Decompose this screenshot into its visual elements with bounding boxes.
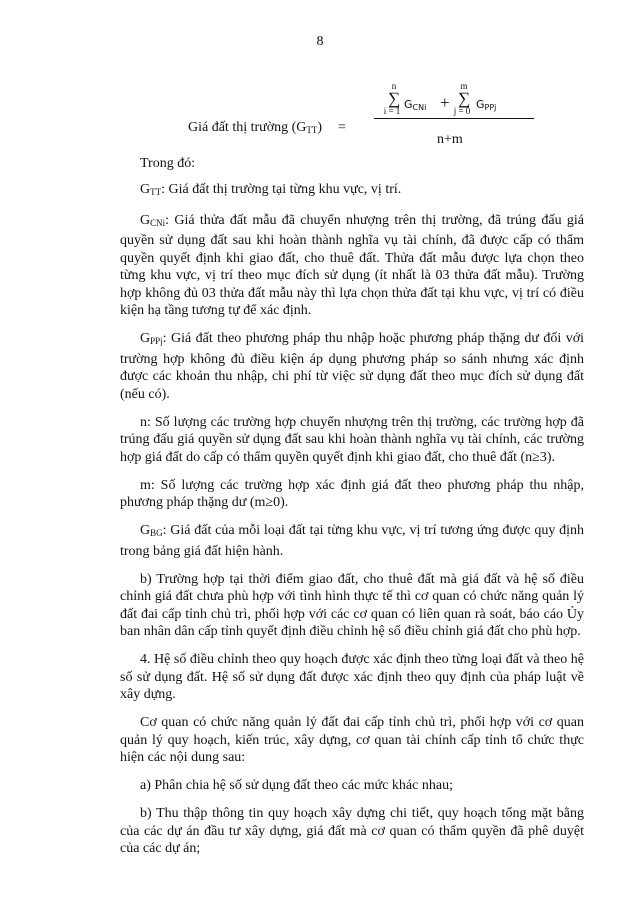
paragraph-n: n: Số lượng các trường hợp chuyển nhượng trên thị trường, các trường hợp đã trúng đấu giá quyền sử dụng đất sau khi hoàn thành nghĩa vụ tài chính, các trường hợp giá đất do cấp có thẩm quyền quyết định khi giao đất, cho thuê đất (n≥3). bbox=[120, 414, 584, 465]
document-body bbox=[120, 155, 584, 868]
formula-equals: = bbox=[338, 120, 346, 135]
paragraph-trong-do: Trong đó: bbox=[140, 156, 196, 171]
page-number: 8 bbox=[316, 34, 324, 49]
term-gppj: $G_{PPj}$ bbox=[476, 98, 497, 112]
plus-sign: + bbox=[440, 93, 450, 112]
formula-lhs: Giá đất thị trường $(G_{TT})$ bbox=[188, 120, 323, 135]
paragraph-m: m: Số lượng các trường hợp xác định giá đất theo phương pháp thu nhập, phương pháp thặng dư (m≥0). bbox=[120, 477, 584, 510]
term-gcni: $G_{CNi}$ bbox=[404, 98, 427, 112]
paragraph-gppj: $G_{PPj}$: Giá đất theo phương pháp thu nhập hoặc phương pháp thặng dư đối với trường hợp không đủ điều kiện áp dụng phương pháp so sánh nhưng xác định được các khoản thu nhập, chi phí từ việc sử dụng đất theo mục đích sử dụng đất (nếu có). bbox=[120, 331, 584, 402]
sum-symbol-2: m ∑ j = 0 bbox=[453, 81, 471, 116]
formula-denominator: n+m bbox=[437, 132, 463, 147]
formula-numerator bbox=[383, 81, 526, 116]
market-price-formula bbox=[0, 81, 640, 154]
paragraph-gcni: $G_{CNi}$: Giá thửa đất mẫu đã chuyển nhượng trên thị trường, đã trúng đấu giá quyền sử dụng đất sau khi hoàn thành nghĩa vụ tài chính, đã được cấp có thẩm quyền quyết định khi giao đất, cho thuê đất. Thửa đất mẫu được lựa chọn theo từng khu vực, vị trí theo mục đích sử dụng (ít nhất là 03 thửa đất mẫu). Trường hợp không đủ 03 thửa đất mẫu này thì lựa chọn thửa đất tại khu vực, vị trí có điều kiện hạ tầng tương tự để xác định. bbox=[120, 212, 584, 318]
paragraph-agency-tasks: Cơ quan có chức năng quản lý đất đai cấp tỉnh chủ trì, phối hợp với cơ quan quản lý quy hoạch, kiến trúc, xây dựng, cơ quan tài chính cấp tỉnh tổ chức thực hiện các nội dung sau: bbox=[120, 715, 584, 765]
paragraph-b-collect: b) Thu thập thông tin quy hoạch xây dựng chi tiết, quy hoạch tổng mặt bằng của các dự án đầu tư xây dựng, giá đất mà cơ quan có thẩm quyền đã phê duyệt của các dự án; bbox=[120, 806, 584, 856]
paragraph-a-divide: a) Phân chia hệ số sử dụng đất theo các mức khác nhau; bbox=[140, 778, 453, 793]
paragraph-gbg: $G_{BG}$: Giá đất của mỗi loại đất tại từng khu vực, vị trí tương ứng được quy định trong bảng giá đất hiện hành. bbox=[120, 523, 584, 559]
paragraph-4-planning-coefficient: 4. Hệ số điều chỉnh theo quy hoạch được xác định theo từng loại đất và theo hệ số sử dụng đất. Hệ số sử dụng đất được xác định theo quy định của pháp luật về xây dựng. bbox=[120, 652, 584, 702]
paragraph-b-adjustment: b) Trường hợp tại thời điểm giao đất, cho thuê đất mà giá đất và hệ số điều chỉnh giá đất chưa phù hợp với tình hình thực tế thì cơ quan có chức năng quản lý đất đai cấp tỉnh chủ trì, phối hợp với các cơ quan có liên quan rà soát, báo cáo Ủy ban nhân dân cấp tỉnh quyết định điều chỉnh hệ số điều chỉnh giá đất cho phù hợp. bbox=[120, 571, 584, 639]
paragraph-gtt: $G_{TT}$: Giá đất thị trường tại từng khu vực, vị trí. bbox=[140, 181, 402, 197]
fraction-bar bbox=[374, 118, 534, 119]
sum-symbol-1: n ∑ i = 1 bbox=[383, 81, 401, 116]
